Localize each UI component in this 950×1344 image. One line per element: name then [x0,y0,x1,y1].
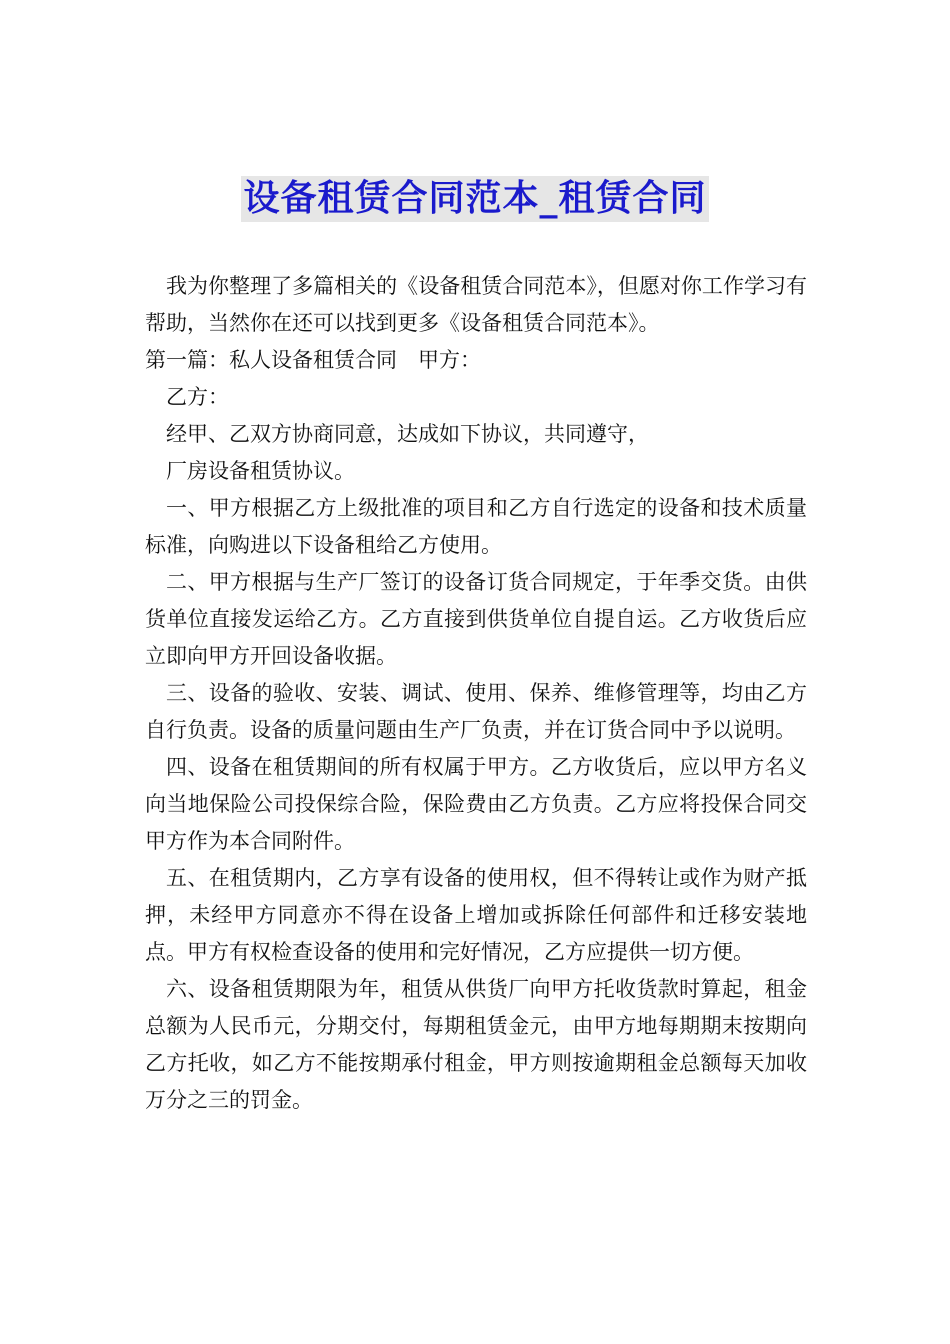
title-container [0,176,950,222]
agreement-line: 经甲、乙双方协商同意，达成如下协议，共同遵守， [166,422,649,446]
intro-paragraph: 我为你整理了多篇相关的《设备租赁合同范本》，但愿对你工作学习有帮助，当然你在还可以找到更多《设备租赁合同范本》。 [145,274,807,335]
agreement-name-line: 厂房设备租赁协议。 [166,459,355,483]
party-b-line: 乙方： [166,385,229,409]
clause-2: 二、甲方根据与生产厂签订的设备订货合同规定，于年季交货。由供货单位直接发运给乙方。乙方直接到供货单位自提自运。乙方收货后应立即向甲方开回设备收据。 [145,570,807,668]
section-heading: 第一篇：私人设备租赁合同 甲方： [145,348,481,372]
document-body [145,268,807,1119]
clause-3: 三、设备的验收、安装、调试、使用、保养、维修管理等，均由乙方自行负责。设备的质量问题由生产厂负责，并在订货合同中予以说明。 [145,681,807,742]
document-title: 设备租赁合同范本_租赁合同 [241,176,708,222]
clause-6: 六、设备租赁期限为年，租赁从供货厂向甲方托收货款时算起，租金总额为人民币元，分期交付，每期租赁金元，由甲方地每期期末按期向乙方托收，如乙方不能按期承付租金，甲方则按逾期租金总额每天加收万分之三的罚金。 [145,977,807,1112]
clause-5: 五、在租赁期内，乙方享有设备的使用权，但不得转让或作为财产抵押，未经甲方同意亦不得在设备上增加或拆除任何部件和迁移安装地点。甲方有权检查设备的使用和完好情况，乙方应提供一切方便。 [145,866,807,964]
clause-4: 四、设备在租赁期间的所有权属于甲方。乙方收货后，应以甲方名义向当地保险公司投保综合险，保险费由乙方负责。乙方应将投保合同交甲方作为本合同附件。 [145,755,807,853]
clause-1: 一、甲方根据乙方上级批准的项目和乙方自行选定的设备和技术质量标准，向购进以下设备租给乙方使用。 [145,496,807,557]
